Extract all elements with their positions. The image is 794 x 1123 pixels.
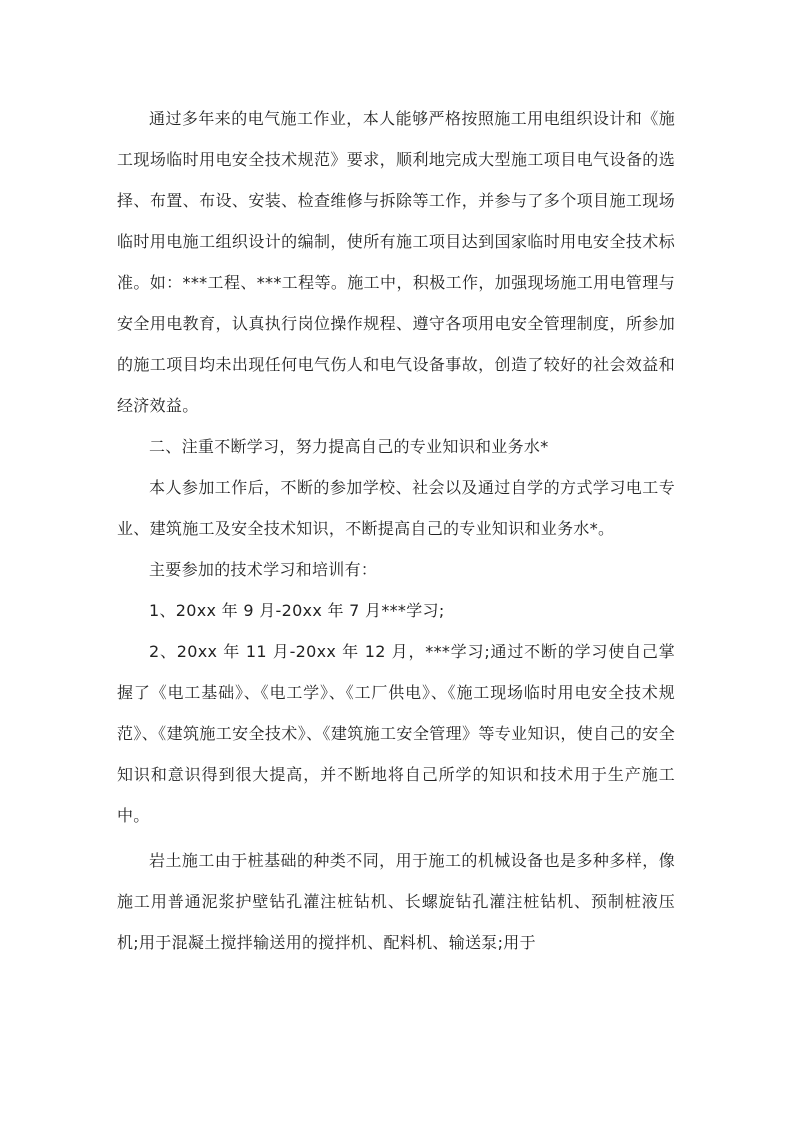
section-heading-study: 二、注重不断学习，努力提高自己的专业知识和业务水* — [149, 437, 549, 456]
paragraph-geotechnical: 岩土施工由于桩基础的种类不同，用于施工的机械设备也是多种多样，像施工用普通泥浆护壁钻孔灌注桩钻机、长螺旋钻孔灌注桩钻机、预制桩液压机;用于混凝土搅拌输送用的搅拌机、配料机、输送泵;用于 — [117, 851, 675, 952]
paragraph-training-intro: 主要参加的技术学习和培训有： — [149, 560, 378, 579]
document-page — [117, 98, 675, 963]
list-item-training-2: 2、20xx 年 11 月-20xx 年 12 月，***学习;通过不断的学习使自己掌握了《电工基础》、《电工学》、《工厂供电》、《施工现场临时用电安全技术规范》、《建筑施工安全技术》、《建筑施工安全管理》等专业知识，使自己的安全知识和意识得到很大提高，并不断地将自己所学的知识和技术用于生产施工中。 — [117, 642, 675, 825]
paragraph-self-study: 本人参加工作后，不断的参加学校、社会以及通过自学的方式学习电工专业、建筑施工及安全技术知识，不断提高自己的专业知识和业务水*。 — [117, 478, 675, 538]
list-item-training-1: 1、20xx 年 9 月-20xx 年 7 月***学习; — [149, 601, 445, 620]
paragraph-experience: 通过多年来的电气施工作业，本人能够严格按照施工用电组织设计和《施工现场临时用电安全技术规范》要求，顺利地完成大型施工项目电气设备的选择、布置、布设、安装、检查维修与拆除等工作，并参与了多个项目施工现场临时用电施工组织设计的编制，使所有施工项目达到国家临时用电安全技术标准。如：***工程、***工程等。施工中，积极工作，加强现场施工用电管理与安全用电教育，认真执行岗位操作规程、遵守各项用电安全管理制度，所参加的施工项目均未出现任何电气伤人和电气设备事故，创造了较好的社会效益和经济效益。 — [117, 109, 675, 415]
